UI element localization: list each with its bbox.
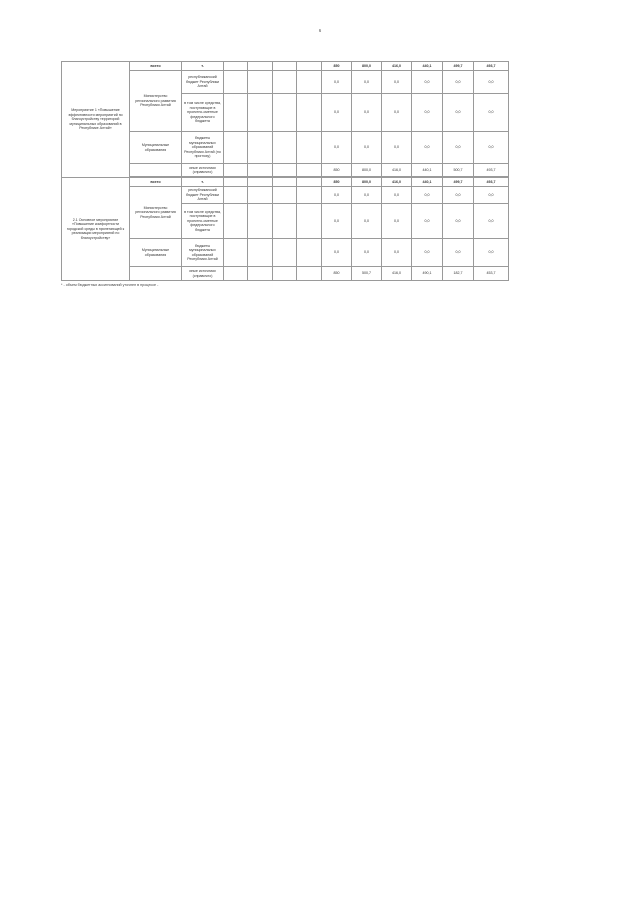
value-cell: 499,7 [443, 178, 474, 187]
value-cell: 493,7 [474, 178, 509, 187]
value-cell: 0,0 [382, 239, 412, 267]
value-cell: 499,7 [443, 62, 474, 71]
value-cell: 0,0 [322, 204, 352, 239]
value-cell: 0,0 [382, 94, 412, 132]
value-cell: 0,0 [322, 94, 352, 132]
value-cell: 850 [322, 62, 352, 71]
value-cell: 182,7 [443, 267, 474, 281]
value-cell: 416,0 [382, 267, 412, 281]
value-cell: 0,0 [352, 132, 382, 164]
source-cell: в том числе средства, поступающие в проектно-сметные федерального бюджета [182, 204, 224, 239]
source-cell: иные источники (справочно) [182, 164, 224, 177]
value-cell: 0,0 [322, 132, 352, 164]
value-cell: 0,0 [382, 187, 412, 204]
value-cell: 800,0 [352, 178, 382, 187]
program-title: Мероприятие 1 «Повышение эффективности мероприятий по благоустройству территорий муниципальных образований в Республике Алтай» [62, 62, 130, 178]
value-cell: 493,7 [474, 62, 509, 71]
value-cell: 0,0 [412, 71, 443, 94]
value-cell: 0,0 [443, 132, 474, 164]
section-2-total-row [62, 178, 509, 187]
value-cell: 440,1 [412, 62, 443, 71]
table-row [62, 267, 509, 281]
value-cell: 490,1 [412, 267, 443, 281]
value-cell: 850 [322, 178, 352, 187]
source-cell: бюджеты муниципальных образований Республики Алтай [182, 239, 224, 267]
total-label: всего [130, 62, 182, 71]
budget-table [61, 61, 509, 281]
value-cell: 0,0 [412, 204, 443, 239]
value-cell: 0,0 [443, 94, 474, 132]
value-cell: 0,0 [443, 239, 474, 267]
value-cell: 0,0 [352, 71, 382, 94]
value-cell: 500,7 [352, 267, 382, 281]
table-row [62, 132, 509, 164]
value-cell: 416,0 [382, 62, 412, 71]
value-cell: 0,0 [412, 94, 443, 132]
value-cell: 850 [322, 267, 352, 281]
total-unit: т. [182, 178, 224, 187]
value-cell: 0,0 [352, 204, 382, 239]
source-cell: республиканский бюджет Республики Алтай [182, 71, 224, 94]
executor-cell: Муниципальные образования [130, 132, 182, 164]
table-row [62, 239, 509, 267]
footnote: * - объем бюджетных ассигнований уточнен в процессе - [61, 283, 159, 287]
source-cell: бюджеты муниципальных образований Республики Алтай (по прогнозу) [182, 132, 224, 164]
page-number: 6 [318, 28, 322, 33]
table-row [62, 71, 509, 94]
total-unit: т. [182, 62, 224, 71]
value-cell: 0,0 [352, 94, 382, 132]
value-cell: 440,1 [412, 178, 443, 187]
value-cell: 0,0 [382, 132, 412, 164]
program-title: 2.1 Основное мероприятие «Повышение комфортности городской среды в прилегающей к реализации мероприятий по благоустройству» [62, 178, 130, 281]
value-cell: 0,0 [474, 239, 509, 267]
value-cell: 800,0 [352, 62, 382, 71]
value-cell: 493,7 [474, 164, 509, 177]
value-cell: 0,0 [474, 132, 509, 164]
value-cell: 0,0 [474, 204, 509, 239]
value-cell: 0,0 [352, 187, 382, 204]
value-cell: 0,0 [443, 187, 474, 204]
value-cell: 0,0 [474, 94, 509, 132]
source-cell: республиканский бюджет Республики Алтай [182, 187, 224, 204]
value-cell: 0,0 [382, 204, 412, 239]
value-cell: 0,0 [322, 239, 352, 267]
value-cell: 850 [322, 164, 352, 177]
value-cell: 416,0 [382, 178, 412, 187]
value-cell: 0,0 [474, 187, 509, 204]
value-cell: 0,0 [412, 132, 443, 164]
value-cell: 0,0 [412, 239, 443, 267]
value-cell: 0,0 [443, 71, 474, 94]
source-cell: иные источники (справочно) [182, 267, 224, 281]
executor-cell: Муниципальные образования [130, 239, 182, 267]
table-row [62, 187, 509, 204]
executor-cell: Министерство регионального развития Республики Алтай [130, 71, 182, 132]
executor-cell: Министерство регионального развития Республики Алтай [130, 187, 182, 239]
value-cell: 416,0 [382, 164, 412, 177]
value-cell: 440,1 [412, 164, 443, 177]
value-cell: 0,0 [322, 71, 352, 94]
value-cell: 453,7 [474, 267, 509, 281]
value-cell: 0,0 [322, 187, 352, 204]
source-cell: в том числе средства, поступающие в проектно-сметные федерального бюджета [182, 94, 224, 132]
value-cell: 0,0 [443, 204, 474, 239]
value-cell: 0,0 [382, 71, 412, 94]
value-cell: 0,0 [352, 239, 382, 267]
total-label: всего [130, 178, 182, 187]
section-1-total-row [62, 62, 509, 71]
value-cell: 500,7 [443, 164, 474, 177]
value-cell: 800,0 [352, 164, 382, 177]
value-cell: 0,0 [474, 71, 509, 94]
table-row [62, 164, 509, 177]
value-cell: 0,0 [412, 187, 443, 204]
